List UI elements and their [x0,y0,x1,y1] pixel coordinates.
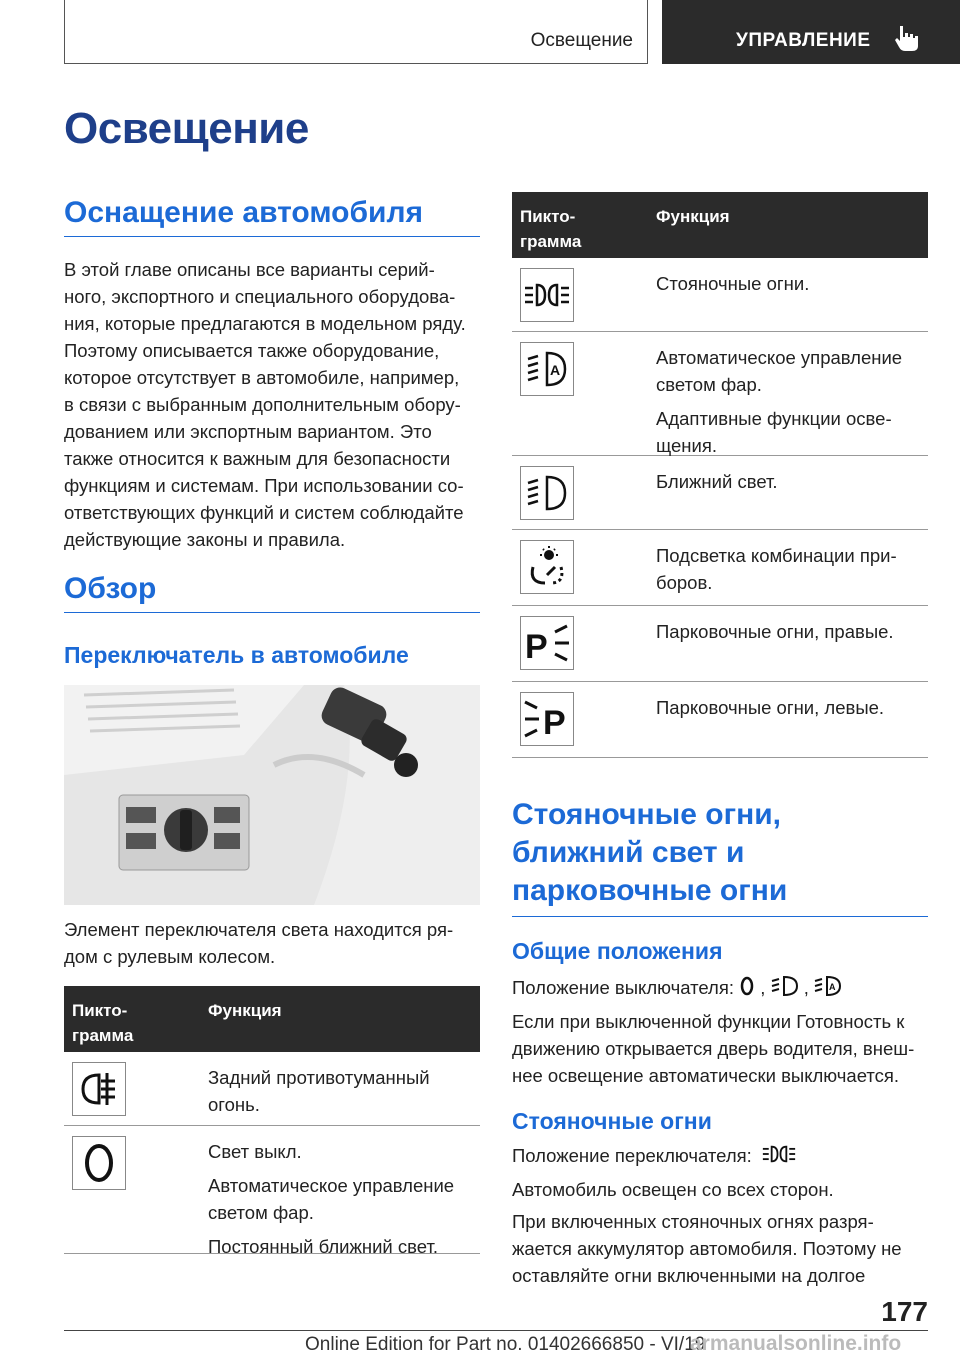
header-section-box [64,0,648,64]
equipment-paragraph: В этой главе описаны все варианты серий- ного, экспортного и специального оборудова- ния, которые предлагаются в модельном ряду. Поэтому описывается также оборудование, которое отсутствует в автомобиле, например, в связи с выбранным дополнительным обору- дованием или экспортным вариантом. Это также относится к важным для безопасности функциям и системам. При использовании со- ответствующих функций и систем соблюдайте действующие законы и правила. [64,259,466,550]
footer-divider [64,1330,928,1331]
general-paragraph: Если при выключенной функции Готовность к движению открывается дверь водителя, внеш- нее освещение автоматически выключается. [512,1011,915,1086]
svg-text:A: A [550,362,561,378]
switch-paragraph: Элемент переключателя света находится ря- дом с рулевым колесом. [64,919,454,967]
auto-headlight-icon [520,342,574,396]
heading-switch: Переключатель в автомобиле [64,642,409,668]
table-header: Пикто- грамма Функция [64,986,480,1052]
pictogram-table-left [64,986,480,1257]
svg-text:P: P [543,704,566,740]
parking-light-right-icon [520,616,574,670]
watermark: armanualsonline.info [690,1332,902,1355]
table-row: A Автоматическое управление светом фар. Адаптивные функции осве- щения. [512,332,928,456]
heading-overview: Обзор [64,572,480,613]
header-section-title: Освещение [530,30,633,51]
rear-fog-light-icon [72,1062,126,1116]
parking-lights-icon [757,1143,801,1172]
page-number: 177 [881,1296,928,1327]
heading-equipment: Оснащение автомобиля [64,196,480,237]
stand-paragraph-1: Автомобиль освещен со всех сторон. [512,1179,834,1200]
heading-stand-lights: Стояночные огни [512,1108,712,1134]
table-row: Стояночные огни. [512,258,928,332]
low-beam-icon [771,975,799,1004]
table-row: Подсветка комбинации при- боров. [512,530,928,606]
page-title: Освещение [64,104,309,153]
stand-paragraph-2: При включенных стояночных огнях разря- жается аккумулятор автомобиля. Поэтому не оставляйте огни включенными на долгое [512,1211,902,1286]
table-row: P Парковочные огни, левые. [512,682,928,758]
svg-text:P: P [525,628,548,664]
hand-pointer-icon [894,24,920,52]
stand-switch-line: Положение переключателя: [512,1142,932,1172]
instrument-lighting-icon [520,540,574,594]
table-row: Ближний свет. [512,456,928,530]
low-beam-icon [520,466,574,520]
lights-off-icon [739,975,755,1004]
lights-off-icon [72,1136,126,1190]
table-header: Пикто- грамма Функция [512,192,928,258]
light-switch-photo [64,685,480,905]
table-row: Свет выкл. Автоматическое управление светом фар. Постоянный ближний свет. [64,1126,480,1254]
parking-lights-icon [520,268,574,322]
header-chapter-box [662,0,960,64]
general-switch-line: Положение выключателя: , , A [512,974,932,1004]
parking-light-left-icon [520,692,574,746]
pictogram-table-right [512,192,928,758]
svg-text:A: A [829,981,836,992]
table-row: Задний противотуманный огонь. [64,1052,480,1126]
edition-text: Online Edition for Part no. 01402666850 - VI/19 [305,1334,706,1355]
header-chapter-title: УПРАВЛЕНИЕ [736,30,871,51]
auto-headlight-icon [814,975,842,1004]
heading-parking-lights: Стояночные огни, ближний свет и парковочные огни [512,796,928,917]
table-row: P Парковочные огни, правые. [512,606,928,682]
heading-general: Общие положения [512,938,723,964]
